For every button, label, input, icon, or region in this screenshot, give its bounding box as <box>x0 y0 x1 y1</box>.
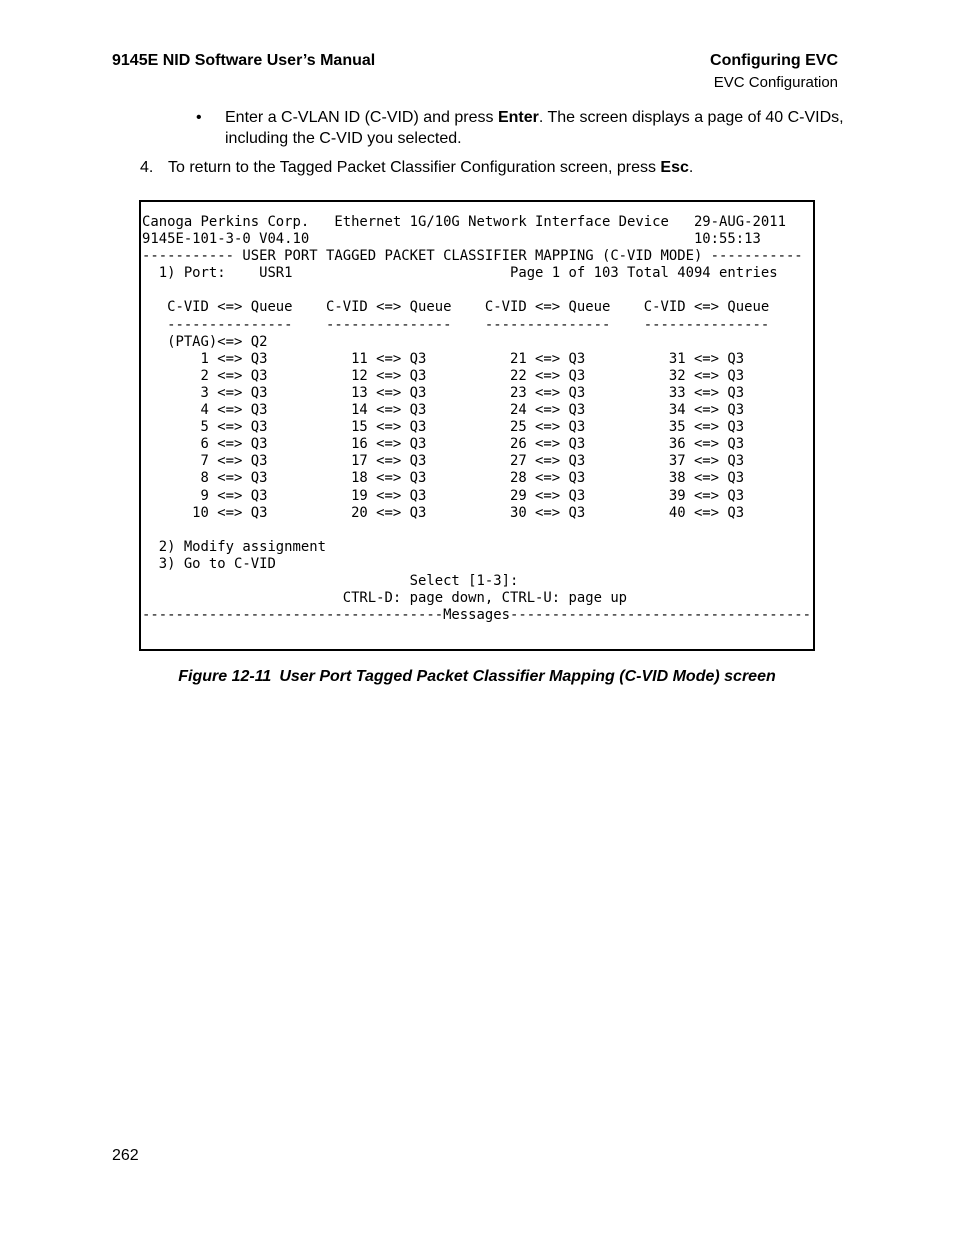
step-paragraph <box>168 157 848 178</box>
bullet-marker: • <box>196 109 202 126</box>
terminal-line: 2) Modify assignment <box>142 538 326 555</box>
page-number: 262 <box>112 1147 139 1164</box>
terminal-line: 1 <=> Q3 11 <=> Q3 21 <=> Q3 31 <=> Q3 <box>142 350 745 367</box>
terminal-line: C-VID <=> Queue C-VID <=> Queue C-VID <=> Queue C-VID <=> Queue <box>142 299 770 316</box>
terminal-line: Canoga Perkins Corp. Ethernet 1G/10G Network Interface Device 29-AUG-2011 <box>142 214 786 230</box>
terminal-line: ----------- USER PORT TAGGED PACKET CLASSIFIER MAPPING (C-VID MODE) ----------- <box>142 248 803 265</box>
subsection-title: EVC Configuration <box>713 74 838 91</box>
figure-caption <box>0 668 954 686</box>
figure-title: User Port Tagged Packet Classifier Mapping (C-VID Mode) screen <box>279 668 776 685</box>
terminal-line: 3 <=> Q3 13 <=> Q3 23 <=> Q3 33 <=> Q3 <box>142 384 745 401</box>
terminal-line: 4 <=> Q3 14 <=> Q3 24 <=> Q3 34 <=> Q3 <box>142 402 745 419</box>
terminal-line: Select [1-3]: <box>142 572 519 589</box>
terminal-line: (PTAG)<=> Q2 <box>142 333 268 350</box>
terminal-line: 9145E-101-3-0 V04.10 10:55:13 <box>142 231 761 248</box>
terminal-line: 2 <=> Q3 12 <=> Q3 22 <=> Q3 32 <=> Q3 <box>142 367 745 384</box>
step-bold-key: Esc <box>660 159 689 176</box>
bullet-paragraph <box>225 107 845 149</box>
terminal-line: 1) Port: USR1 Page 1 of 103 Total 4094 entries <box>142 265 778 282</box>
manual-title: 9145E NID Software User’s Manual <box>112 52 376 69</box>
step-text-after: . <box>688 159 694 176</box>
terminal-line: 6 <=> Q3 16 <=> Q3 26 <=> Q3 36 <=> Q3 <box>142 436 745 453</box>
terminal-line: 3) Go to C-VID <box>142 555 276 572</box>
bullet-text-before: Enter a C-VLAN ID (C-VID) and press <box>225 109 498 126</box>
terminal-line: 5 <=> Q3 15 <=> Q3 25 <=> Q3 35 <=> Q3 <box>142 419 745 436</box>
terminal-line: ------------------------------------Messages------------------------------------ <box>142 607 812 624</box>
terminal-text <box>142 214 811 624</box>
bullet-bold-key: Enter <box>497 109 539 126</box>
terminal-line: --------------- --------------- --------------- --------------- <box>142 316 770 333</box>
step-number: 4. <box>140 159 154 176</box>
terminal-line: CTRL-D: page down, CTRL-U: page up <box>142 590 628 607</box>
bullet-text-after: . The screen displays a page of 40 C-VIDs, including the C-VID you selected. <box>225 109 844 147</box>
terminal-line: 7 <=> Q3 17 <=> Q3 27 <=> Q3 37 <=> Q3 <box>142 453 745 470</box>
step-text-before: To return to the Tagged Packet Classifier Configuration screen, press <box>168 159 661 176</box>
section-title: Configuring EVC <box>710 52 838 69</box>
figure-label: Figure 12-11 <box>178 668 272 685</box>
terminal-line: 10 <=> Q3 20 <=> Q3 30 <=> Q3 40 <=> Q3 <box>142 504 745 521</box>
terminal-screen <box>139 200 815 651</box>
terminal-line: 9 <=> Q3 19 <=> Q3 29 <=> Q3 39 <=> Q3 <box>142 487 745 504</box>
terminal-line: 8 <=> Q3 18 <=> Q3 28 <=> Q3 38 <=> Q3 <box>142 470 745 487</box>
